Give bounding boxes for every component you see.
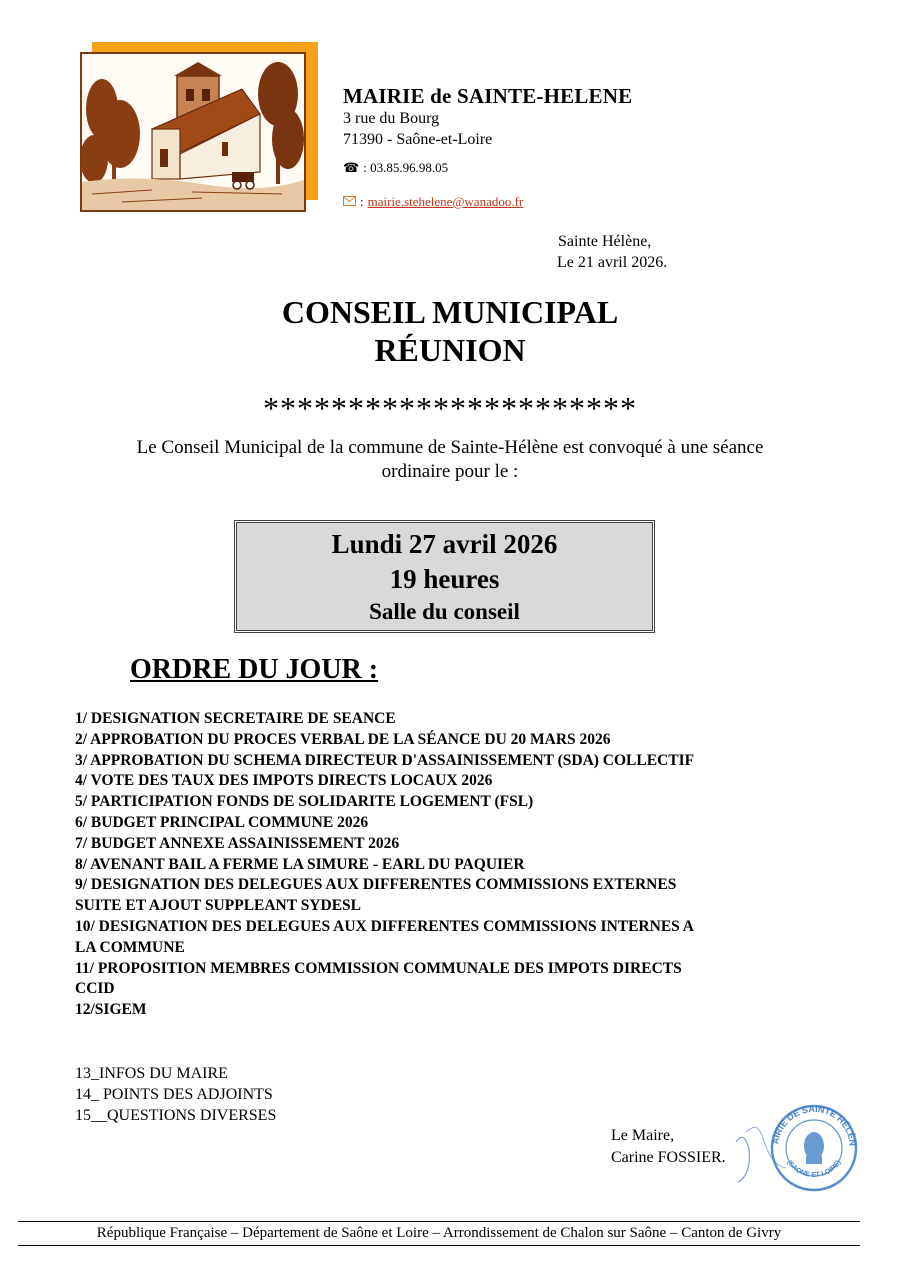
agenda-line: 5/ PARTICIPATION FONDS DE SOLIDARITE LOGEMENT (FSL) bbox=[75, 793, 534, 811]
phone-line bbox=[343, 160, 448, 176]
stars-divider: ********************** bbox=[263, 390, 637, 426]
email-line bbox=[343, 194, 523, 210]
meeting-hour: 19 heures bbox=[389, 564, 500, 594]
meeting-room: Salle du conseil bbox=[369, 599, 520, 624]
agenda-line: 10/ DESIGNATION DES DELEGUES AUX DIFFERENTES COMMISSIONS INTERNES A bbox=[75, 917, 694, 935]
agenda-line: 7/ BUDGET ANNEXE ASSAINISSEMENT 2026 bbox=[75, 834, 400, 852]
agenda-line: 1/ DESIGNATION SECRETAIRE DE SEANCE bbox=[75, 710, 396, 727]
address-street: 3 rue du Bourg bbox=[343, 110, 440, 127]
signature-role: Le Maire, bbox=[611, 1127, 675, 1144]
letter-place: Sainte Hélène, bbox=[558, 233, 652, 250]
agenda-list bbox=[75, 709, 835, 1021]
email-prefix: : bbox=[360, 194, 364, 209]
page-footer: République Française – Département de Saône et Loire – Arrondissement de Chalon sur Saône – Canton de Givry bbox=[96, 1225, 782, 1241]
phone-icon: ☎ bbox=[343, 160, 360, 175]
svg-text:(SAONE ET LOIRE): (SAONE ET LOIRE) bbox=[785, 1159, 843, 1179]
mairie-seal-stamp bbox=[728, 1102, 860, 1196]
page-subtitle: RÉUNION bbox=[374, 332, 526, 368]
footer-divider-top bbox=[18, 1221, 860, 1222]
church-drawing-icon bbox=[82, 54, 304, 210]
agenda-title: ORDRE DU JOUR : bbox=[130, 654, 379, 685]
phone-number: : 03.85.96.98.05 bbox=[363, 160, 449, 175]
envelope-icon bbox=[343, 194, 356, 210]
extra-item: 14_ POINTS DES ADJOINTS bbox=[75, 1085, 273, 1103]
agenda-line: CCID bbox=[75, 980, 115, 998]
letter-date: Le 21 avril 2026. bbox=[557, 254, 668, 271]
meeting-day: Lundi 27 avril 2026 bbox=[331, 529, 558, 559]
agenda-line: 2/ APPROBATION DU PROCES VERBAL DE LA SÉANCE DU 20 MARS 2026 bbox=[75, 730, 611, 748]
extra-items-list bbox=[75, 1064, 276, 1126]
mairie-title: MAIRIE de SAINTE-HELENE bbox=[343, 84, 633, 108]
signature-name: Carine FOSSIER. bbox=[611, 1149, 726, 1166]
intro-line-1: Le Conseil Municipal de la commune de Sainte-Hélène est convoqué à une séance bbox=[136, 437, 764, 458]
church-illustration bbox=[80, 52, 306, 212]
agenda-line: SUITE ET AJOUT SUPPLEANT SYDESL bbox=[75, 897, 361, 915]
agenda-line: 12/SIGEM bbox=[75, 1001, 147, 1019]
agenda-line: 9/ DESIGNATION DES DELEGUES AUX DIFFERENTES COMMISSIONS EXTERNES bbox=[75, 876, 677, 894]
extra-item: 15__QUESTIONS DIVERSES bbox=[75, 1106, 277, 1124]
intro-line-2: ordinaire pour le : bbox=[381, 461, 519, 482]
meeting-box bbox=[236, 522, 653, 631]
email-link[interactable]: mairie.stehelene@wanadoo.fr bbox=[367, 194, 524, 209]
svg-text:MAIRIE DE SAINTE HÉLÈNE: AIRIE DE SAINTE HÉLÈN bbox=[770, 1103, 859, 1147]
address-city: 71390 - Saône-et-Loire bbox=[343, 131, 493, 148]
agenda-line: 3/ APPROBATION DU SCHEMA DIRECTEUR D'ASSAINISSEMENT (SDA) COLLECTIF bbox=[75, 751, 695, 769]
page-title: CONSEIL MUNICIPAL bbox=[281, 294, 619, 330]
extra-item: 13_INFOS DU MAIRE bbox=[75, 1065, 228, 1082]
agenda-line: 6/ BUDGET PRINCIPAL COMMUNE 2026 bbox=[75, 813, 369, 831]
footer-divider-bottom bbox=[18, 1245, 860, 1246]
agenda-line: LA COMMUNE bbox=[75, 938, 185, 956]
agenda-line: 11/ PROPOSITION MEMBRES COMMISSION COMMUNALE DES IMPOTS DIRECTS bbox=[75, 959, 682, 977]
agenda-line: 8/ AVENANT BAIL A FERME LA SIMURE - EARL DU PAQUIER bbox=[75, 855, 525, 873]
agenda-line: 4/ VOTE DES TAUX DES IMPOTS DIRECTS LOCAUX 2026 bbox=[75, 772, 493, 790]
